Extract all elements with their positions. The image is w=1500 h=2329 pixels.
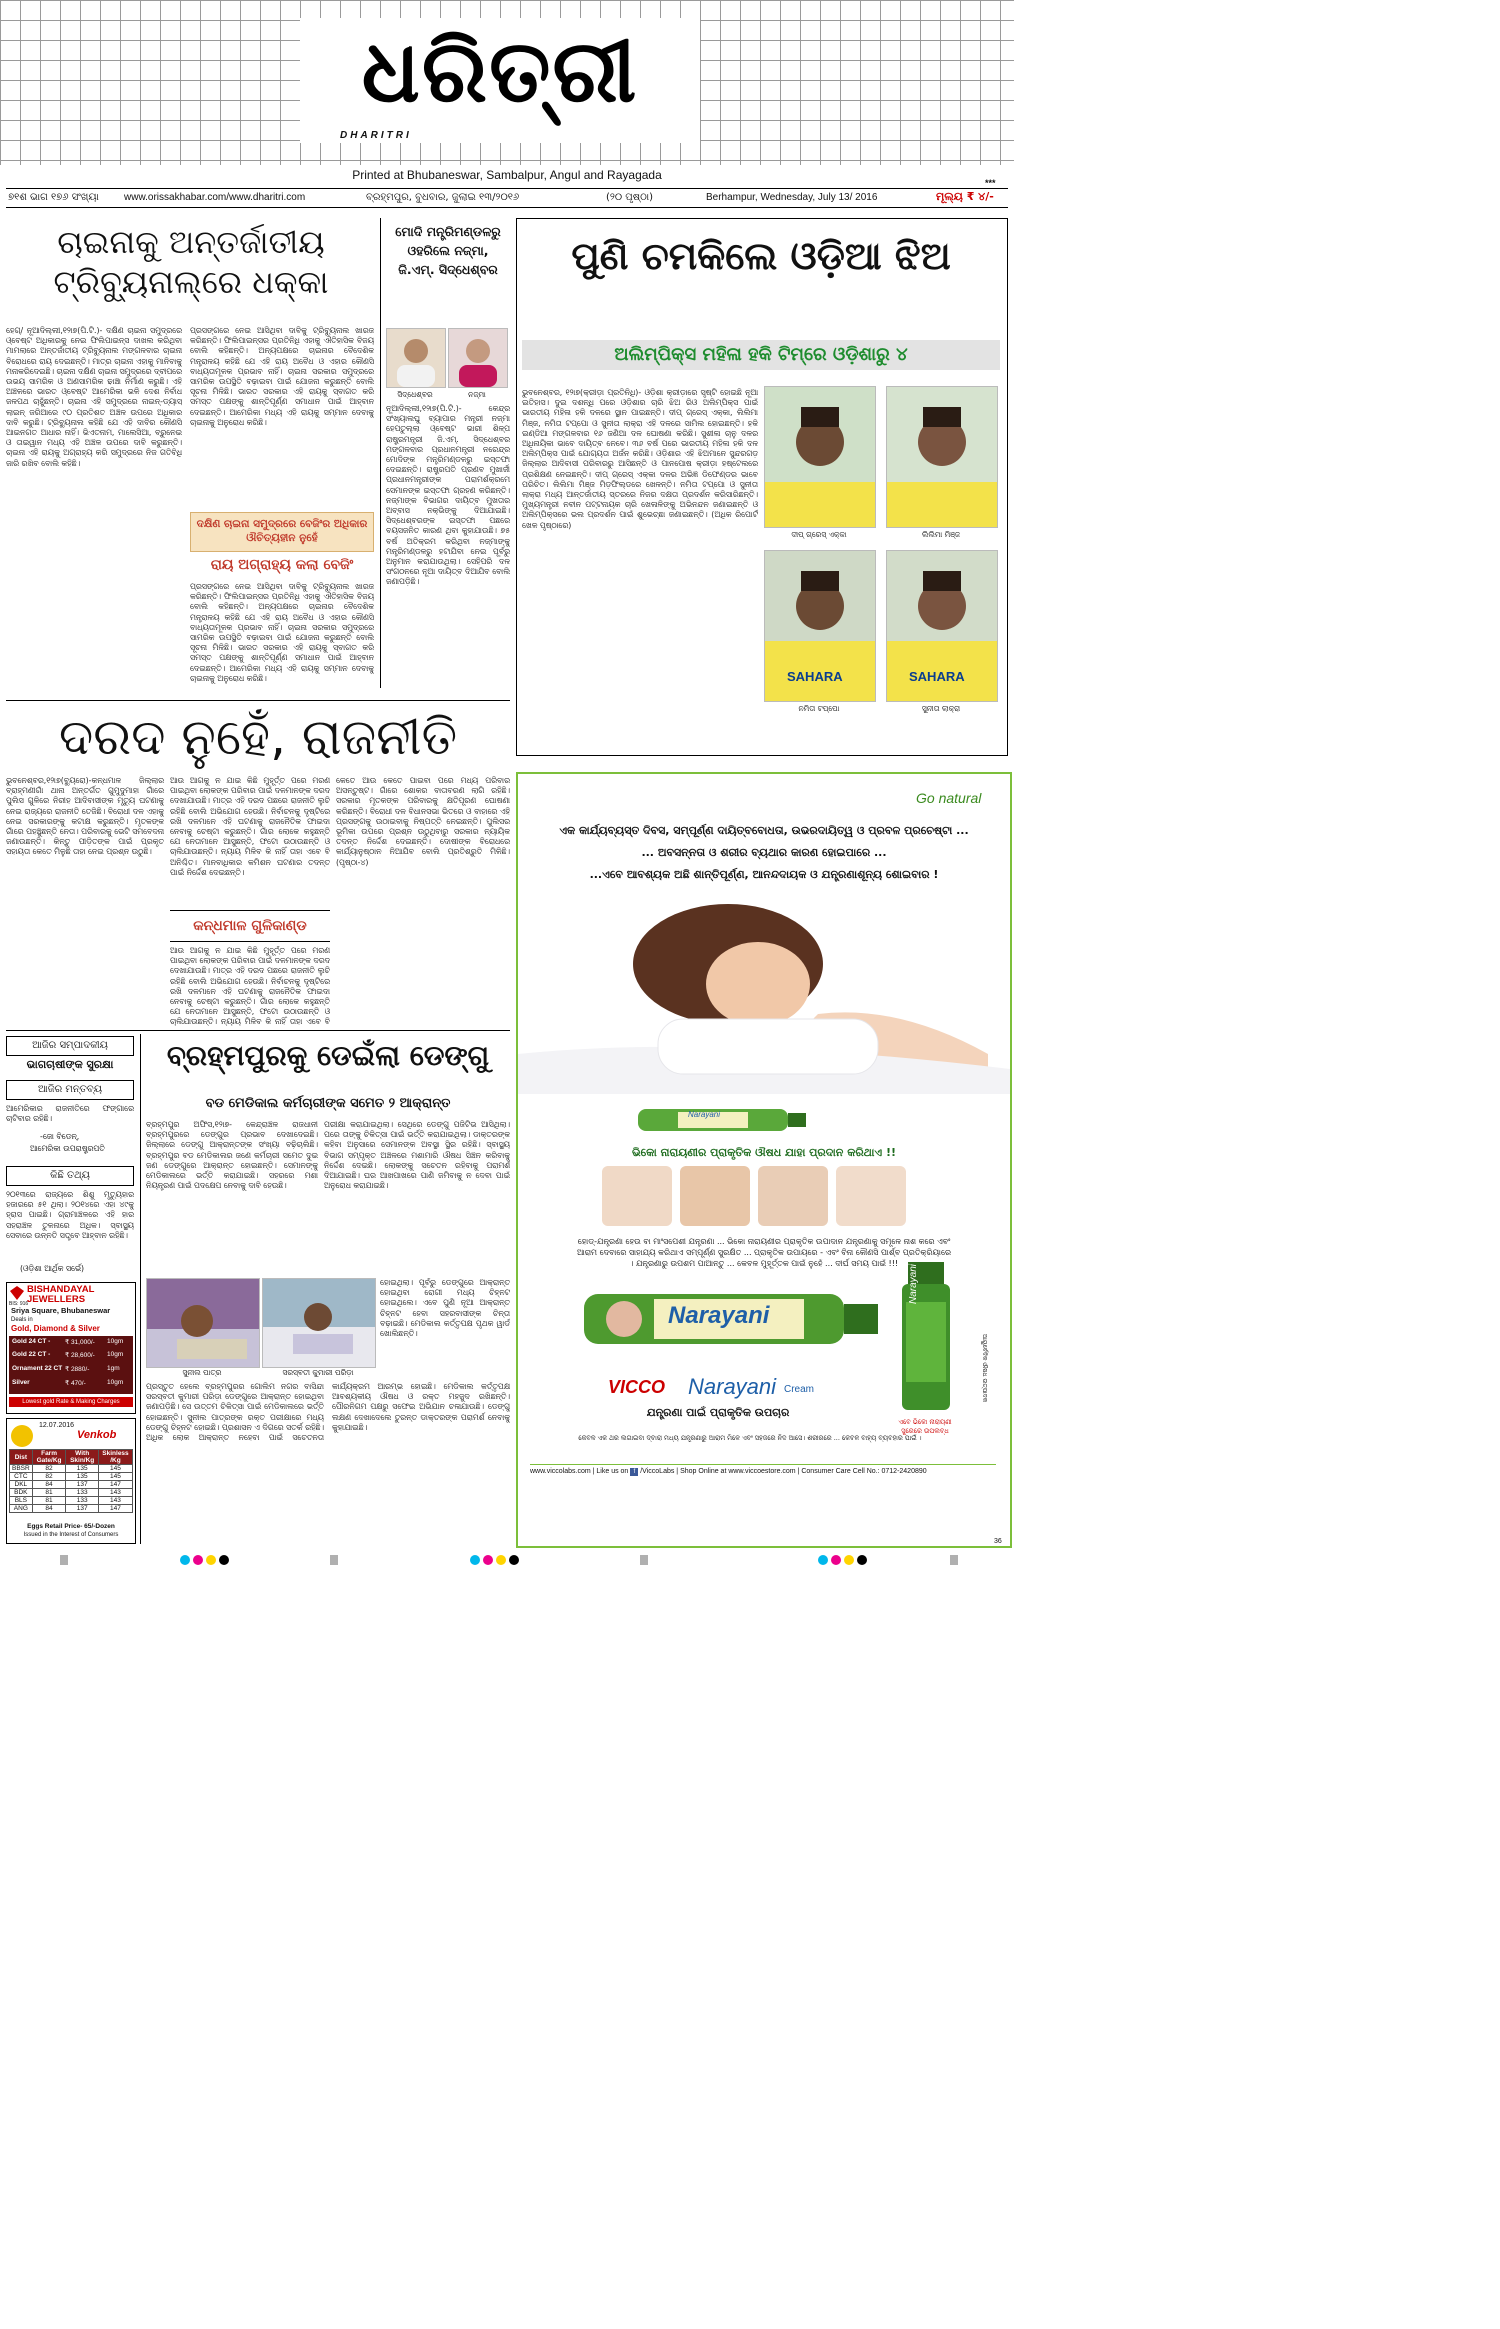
registration-dot (831, 1555, 841, 1565)
column-header: Farm Gate/Kg (32, 1450, 66, 1465)
registration-dot (219, 1555, 229, 1565)
table-header-row (10, 1450, 133, 1465)
photo-hockey-2 (886, 386, 998, 528)
cell: DKL (10, 1481, 33, 1489)
egg-date: 12.07.2016 (39, 1422, 75, 1429)
minister-headline-line1: ମୋଦି ମନ୍ତ୍ରିମଣ୍ଡଳରୁ (395, 224, 501, 239)
registration-dot (180, 1555, 190, 1565)
cell: BLS (10, 1497, 33, 1505)
tube-label-small: Narayani (688, 1110, 721, 1119)
footer-care: Consumer Care Cell No.: 0712-2420890 (801, 1468, 927, 1475)
cell: BBSR (10, 1465, 33, 1473)
registration-dot (818, 1555, 828, 1565)
registration-dot (483, 1555, 493, 1565)
brand-narayani: Narayani (688, 1374, 777, 1399)
cell: 133 (66, 1497, 99, 1505)
player-photo-icon (887, 387, 997, 527)
cell: 81 (32, 1497, 66, 1505)
rate-unit: 1gm (107, 1365, 120, 1372)
politics-body-col3: କେତେ ଆଉ କେତେ ପାଇବା ପରେ ମଧ୍ୟ ପରିବାର ଅସନ୍ତୁଷ୍ଟ। ଗାଁରେ ଶୋକର ବାତାବରଣ ଲାଗି ରହିଛି। ସରକାର ମୃତକଙ୍କ ପରିବାରକୁ କ୍ଷତିପୂରଣ ଘୋଷଣା କରିଛନ୍ତି। ବିରୋଧୀ ଦଳ ବିଧାନସଭା ଭିତରେ ଓ ବାହାରେ ଏହି ପ୍ରସଙ୍ଗକୁ ଉଠାଇବାକୁ ନିଷ୍ପତ୍ତି ନେଇଛନ୍ତି। ପୁଲିସର ଭୂମିକା ଉପରେ ପ୍ରଶ୍ନ ଉଠୁଥିବାରୁ ସରକାର ନ୍ୟାୟିକ ତଦନ୍ତ ନିର୍ଦ୍ଦେଶ ଦେଇଛନ୍ତି। ଦୋଷୀଙ୍କ ବିରୋଧରେ କାର୍ଯ୍ୟାନୁଷ୍ଠାନ ନିଆଯିବ ବୋଲି ପ୍ରତିଶ୍ରୁତି ମିଳିଛି। (ପୃଷ୍ଠା-୪) (336, 776, 510, 867)
politics-kicker: କନ୍ଧମାଳ ଗୁଳିକାଣ୍ଡ (170, 910, 330, 942)
china-subhead: ଦକ୍ଷିଣ ଚାଇନା ସମୁଦ୍ରରେ ବେଜିଂର ଅଧିକାର ଔଚିତ୍ୟହୀନ ନୁହେଁ (190, 512, 374, 552)
comment-label: ଆଜିର ମନ୍ତବ୍ୟ (6, 1080, 134, 1100)
ad-footer: www.viccolabs.com | Like us on f /ViccoLabs | Shop Online at www.viccoestore.com | Consumer Care Cell No.: 0712-2420890 (530, 1464, 996, 1482)
cell: BDK (10, 1489, 33, 1497)
egg-rate-table (9, 1449, 133, 1513)
english-date: Berhampur, Wednesday, July 13/ 2016 (706, 192, 878, 203)
rate-item: Ornament 22 CT (12, 1365, 63, 1372)
ad-side-text: ଆୟୁର୍ବେଦିକ ଔଷଧ ଉତ୍ପାଦକ (981, 1334, 988, 1403)
politics-headline: ଦରଦ ନୁହେଁ, ରାଜନୀତି (58, 708, 458, 766)
ad-description: ହୋଡ୍-ଯନ୍ତ୍ରଣା ହେଉ ବା ମାଂସପେଶୀ ଯନ୍ତ୍ରଣା ... ଭିକୋ ନାରାୟଣୀର ପ୍ରାକୃତିକ ଉପାଦାନ ଯନ୍ତ୍ରଣାକୁ ସମୂଳେ ନାଶ କରେ ଏବଂ ଆରାମ ଦେବାରେ ସାହାଯ୍ୟ କରିଥାଏ ସମ୍ପୂର୍ଣ୍ଣ ସୁରକ୍ଷିତ ... ପ୍ରାକୃତିକ ଉପାୟରେ - ଏବଂ ବିନା କୌଣସି ପାର୍ଶ୍ବ ପ୍ରତିକ୍ରିୟାରେ । ଯନ୍ତ୍ରଣାରୁ ଉପଶମ ପାଆନ୍ତୁ ... କେବଳ ମୁହୂର୍ତ୍ତକ ପାଇଁ ନୁହେଁ ... ଦୀର୍ଘ ସମୟ ପାଇଁ !!! (576, 1237, 952, 1268)
photo-siddeshwara (386, 328, 446, 388)
footer-shop[interactable]: Shop Online at www.viccoestore.com (680, 1468, 796, 1475)
thumb-leg (836, 1166, 906, 1226)
registration-dot (206, 1555, 216, 1565)
cell: 135 (66, 1465, 99, 1473)
diamond-logo-icon (9, 1285, 25, 1301)
table-row (10, 1505, 133, 1513)
table-row (10, 1473, 133, 1481)
patient-photo-icon (263, 1279, 375, 1367)
china-headline-line1: ଚାଇନାକୁ ଅନ୍ତର୍ଜାତୀୟ (57, 223, 325, 261)
rate-item: Gold 22 CT - (12, 1351, 51, 1358)
jewellers-name-2: JEWELLERS (27, 1294, 86, 1305)
jersey-sponsor-3: SAHARA (787, 669, 843, 684)
go-natural-logo: Go natural (916, 790, 982, 806)
cell: 84 (32, 1481, 66, 1489)
ad-line-2: ... ଅବସନ୍ନତା ଓ ଶରୀର ବ୍ୟଥାର କାରଣ ହୋଇପାରେ ... (641, 846, 887, 859)
jewellers-bis: BIS: 916 (9, 1301, 29, 1307)
spray-note: ଏବେ ଭିକୋ ନାରାୟଣୀ ସ୍ପ୍ରେରେ ଉପଲବ୍ଧ (898, 1418, 952, 1435)
cell: 137 (66, 1505, 99, 1513)
photo-hockey-1 (764, 386, 876, 528)
rate-price: ₹ 470/- (65, 1380, 86, 1387)
ad-tagline: ଯନ୍ତ୍ରଣା ପାଇଁ ପ୍ରାକୃତିକ ଉପଚାର (646, 1406, 790, 1419)
portrait-icon (387, 329, 445, 387)
page-count: (୨୦ ପୃଷ୍ଠା) (606, 192, 654, 203)
ad-line-3: ...ଏବେ ଆବଶ୍ୟକ ଅଛି ଶାନ୍ତିପୂର୍ଣ୍ଣ, ଆନନ୍ଦଦାୟକ ଓ ଯନ୍ତ୍ରଣାଶୂନ୍ୟ ଶୋଇବାର ! (589, 868, 939, 881)
comment-text: ଆମେରିକାର ରାଜନୀତିରେ ଫଙ୍ଗାରେ ଚାଟିବାର ରହିଛି। (6, 1104, 134, 1124)
registration-dot (857, 1555, 867, 1565)
caption-hockey-4: ସୁନୀତା ଲାକ୍ରା (921, 704, 961, 713)
column-header: Dist (10, 1450, 33, 1465)
registration-mark (640, 1555, 648, 1565)
cell: 137 (66, 1481, 99, 1489)
jewellers-rates (9, 1336, 133, 1394)
price: ମୂଲ୍ୟ ₹ ୪/- (936, 190, 994, 203)
hockey-body: ଭୁବନେଶ୍ବର, ୧୨ା୭(କ୍ରୀଡ଼ା ପ୍ରତିନିଧି)- ଓଡ଼ିଶା କ୍ରୀଡ଼ାରେ ସୃଷ୍ଟି ହୋଇଛି ନୂଆ ଇତିହାସ। ଦୁଇ ଦଶନ୍ଧି ପରେ ଓଡ଼ିଶାର ଚାରି ଝିଅ ରିଓ ଅଲିମ୍ପିକ୍ସ ପାଇଁ ଭାରତୀୟ ମହିଳା ହକି ଦଳରେ ସ୍ଥାନ ପାଇଛନ୍ତି। ଦୀପ୍ ଗ୍ରେସ୍ ଏକ୍କା, ଲିଲିମା ମିଞ୍ଜ, ନମିତା ଟପ୍ପୋ ଓ ସୁନୀତା ଲାକ୍ରା ଏହି ଦଳରେ ସାମିଲ ହୋଇଛନ୍ତି। ହକି ଇଣ୍ଡିଆ ମଙ୍ଗଳବାର ୧୬ ଜଣିଆ ଦଳ ଘୋଷଣା କରିଛି। ସୁଶୀଳା ଚାନୁ ଦଳର ଅଧିନାୟିକା ଭାବେ ଦାୟିତ୍ବ ନେବେ। ୩୬ ବର୍ଷ ପରେ ଭାରତୀୟ ମହିଳା ହକି ଦଳ ଅଲିମ୍ପିକ୍ସ ପାଇଁ ଯୋଗ୍ୟତା ଅର୍ଜନ କରିଛି। ଓଡ଼ିଶାର ଏହି ଝିଅମାନେ ସୁନ୍ଦରଗଡ଼ ଜିଲ୍ଲାର ଆଦିବାସୀ ପରିବାରରୁ ଆସିଛନ୍ତି ଓ ପାନପୋଷ କ୍ରୀଡ଼ା ହଷ୍ଟେଲରେ ପ୍ରଶିକ୍ଷଣ ନେଇଛନ୍ତି। ଦୀପ୍ ଗ୍ରେସ୍ ଏକ୍କା ଦଳର ଅଭିଜ୍ଞ ଡିଫେଣ୍ଡର ଭାବେ ପରିଚିତ। ଲିଲିମା ମିଞ୍ଜ ମିଡ଼ଫିଲ୍ଡରେ ଖେଳନ୍ତି। ନମିତା ଟପ୍ପୋ ଓ ସୁନୀତା ଲାକ୍ରା ମଧ୍ୟ ଆନ୍ତର୍ଜାତୀୟ ସ୍ତରରେ ନିଜର ଦକ୍ଷତା ପ୍ରଦର୍ଶନ କରିସାରିଛନ୍ତି। ମୁଖ୍ୟମନ୍ତ୍ରୀ ନବୀନ ପଟ୍ଟନାୟକ ଚାରି ଖେଳାଳିଙ୍କୁ ଅଭିନନ୍ଦନ ଜଣାଇଛନ୍ତି ଓ ଅଲିମ୍ପିକ୍ସରେ ଭଲ ପ୍ରଦର୍ଶନ ପାଇଁ ଶୁଭେଚ୍ଛା ଜଣାଇଛନ୍ତି। (ଅଧିକ ରିପୋର୍ଟ ଖେଳ ପୃଷ୍ଠାରେ) (522, 388, 758, 530)
fact-label: କିଛି ତଥ୍ୟ (6, 1166, 134, 1186)
registration-dot (844, 1555, 854, 1565)
rate-unit: 10gm (107, 1338, 124, 1345)
rate-unit: 10gm (107, 1351, 124, 1358)
cell: 147 (98, 1505, 132, 1513)
section-divider (6, 700, 510, 701)
minister-headline-line2: ଓହରିଲେ ନଜ୍‌ମା, (407, 243, 489, 258)
minister-headline-line3: ଜି.ଏମ୍. ସିଦ୍ଧେଶ୍ବର (398, 262, 498, 277)
registration-dot (193, 1555, 203, 1565)
rate-price: ₹ 28,600/- (65, 1352, 95, 1359)
narayani-spray-can (896, 1262, 956, 1412)
table-row (10, 1481, 133, 1489)
thumb-back (758, 1166, 828, 1226)
cell: 84 (32, 1505, 66, 1513)
dengue-headline: ବ୍ରହ୍ମପୁରକୁ ଡେଇଁଲା ଡେଙ୍ଗୁ (166, 1039, 490, 1072)
egg-logo-icon (11, 1425, 33, 1447)
registration-dot (509, 1555, 519, 1565)
cell: 147 (98, 1481, 132, 1489)
jersey-sponsor-4: SAHARA (909, 669, 965, 684)
edition-stars: *** (985, 178, 996, 188)
photo-najma (448, 328, 508, 388)
ad-banner: ଭିକୋ ନାରାୟଣୀର ପ୍ରାକୃତିକ ଔଷଧ ଯାହା ପ୍ରଦାନ କରିଥାଏ !! (631, 1146, 897, 1159)
caption-hockey-1: ଦୀପ୍ ଗ୍ରେସ୍ ଏକ୍କା (791, 530, 847, 539)
thumb-neck (680, 1166, 750, 1226)
portrait-icon (449, 329, 507, 387)
printed-at: Printed at Bhubaneswar, Sambalpur, Angul and Rayagada (352, 168, 662, 182)
rate-price: ₹ 2880/- (65, 1366, 90, 1373)
narayani-tube-small (638, 1099, 808, 1139)
registration-mark (330, 1555, 338, 1565)
odia-date: ବ୍ରହ୍ମପୁର, ବୁଧବାର, ଜୁଲାଇ ୧୩/୨୦୧୬ (366, 192, 520, 203)
date-bar (6, 188, 1008, 208)
table-row (10, 1489, 133, 1497)
dengue-body-col2: ପରୀକ୍ଷା କରାଯାଇଥିଲା। ସେଥିରେ ଡେଙ୍ଗୁ ପଜିଟିଭ ଆସିଥିଲା। ପରେ ତାଙ୍କୁ ଚିକିତ୍ସା ପାଇଁ ଭର୍ତ୍ତି କରାଯାଇଥିଲା। ଡାକ୍ତରଙ୍କ କହିବା ଅନୁସାରେ ସେମାନଙ୍କ ଅବସ୍ଥା ସ୍ଥିର ରହିଛି। ସ୍ବାସ୍ଥ୍ୟ ବିଭାଗ ସମ୍ପୃକ୍ତ ଅଞ୍ଚଳରେ ମଶାମାରି ଔଷଧ ସିଞ୍ଚନ କରିବାକୁ ନିର୍ଦ୍ଦେଶ ଦେଇଛି। ଲୋକଙ୍କୁ ସଚେତନ ରହିବାକୁ ପରାମର୍ଶ ଦିଆଯାଇଛି। ଘର ଆଖପାଖରେ ପାଣି ଜମିବାକୁ ନ ଦେବା ପାଇଁ ଅନୁରୋଧ କରାଯାଇଛି। (324, 1120, 510, 1191)
photo-hockey-4 (886, 550, 998, 702)
volume-number: ୭୧ଶ ଭାଗ ୧୭୬ ସଂଖ୍ୟା (8, 192, 99, 203)
rate-unit: 10gm (107, 1379, 124, 1386)
registration-dot (470, 1555, 480, 1565)
column-header: Skinless /Kg (98, 1450, 132, 1465)
photo-hockey-3 (764, 550, 876, 702)
footer-fb-handle[interactable]: /ViccoLabs (640, 1468, 675, 1475)
cell: 135 (66, 1473, 99, 1481)
egg-retail: Eggs Retail Price- 65/-Dozen (27, 1523, 115, 1530)
hockey-subhead: ଅଲିମ୍ପିକ୍ସ ମହିଳା ହକି ଟିମ୍‌ରେ ଓଡ଼ିଶାରୁ ୪ (522, 340, 1000, 370)
cell: 81 (32, 1489, 66, 1497)
cell: 145 (98, 1465, 132, 1473)
masthead-title-en: DHARITRI (340, 130, 412, 141)
jewellers-address: Sriya Square, Bhubaneswar (11, 1306, 111, 1315)
egg-rates-ad (6, 1418, 136, 1544)
spray-label: Narayani (908, 1263, 919, 1304)
politics-body-col2: ଆଉ ଆଗକୁ ନ ଯାଇ କିଛି ମୁହୂର୍ତ୍ତ ପରେ ମରଣ ପାଇଥିବା ଲୋକଙ୍କ ପରିବାର ପାଇଁ ଦଳମାନଙ୍କ ଦରଦ ଦେଖାଯାଉଛି। ମାତ୍ର ଏହି ଦରଦ ପଛରେ ରାଜନୀତି ଲୁଚି ରହିଛି ବୋଲି ଅଭିଯୋଗ ହେଉଛି। ନିର୍ବାଚନକୁ ଦୃଷ୍ଟିରେ ରଖି ଦଳମାନେ ଏହି ଘଟଣାକୁ ରାଜନୈତିକ ଫାଇଦା ନେବାକୁ ଚେଷ୍ଟା କରୁଛନ୍ତି। ଗାଁର ଲୋକେ କହୁଛନ୍ତି ଯେ ନେତାମାନେ ଆସୁଛନ୍ତି, ଫଟୋ ଉଠାଉଛନ୍ତି ଓ ଚାଲିଯାଉଛନ୍ତି। ନ୍ୟାୟ ମିଳିବ କି ନାହିଁ ତାହା ଏବେ ବି ଅନିଶ୍ଚିତ। ମାନବାଧିକାର କମିଶନ ଘଟଣାର ତଦନ୍ତ ପାଇଁ ନିର୍ଦ୍ଦେଶ ଦେଇଛନ୍ତି। (170, 776, 330, 877)
photo-saraswati (262, 1278, 376, 1368)
vicco-ad[interactable] (516, 772, 1012, 1548)
dengue-body-col3: ହୋଇଥିଲା। ପୂର୍ବରୁ ଡେଙ୍ଗୁରେ ଆକ୍ରାନ୍ତ ହୋଇଥିବା ରୋଗୀ ମଧ୍ୟ ଚିହ୍ନଟ ହୋଇଥିଲେ। ଏବେ ପୁଣି ନୂଆ ଆକ୍ରାନ୍ତ ଚିହ୍ନଟ ହେବା ସହରବାସୀଙ୍କ ଚିନ୍ତା ବଢ଼ାଇଛି। ମେଡିକାଲ କର୍ତ୍ତୃପକ୍ଷ ପୃଥକ ୱାର୍ଡ ଖୋଲିଛନ୍ତି। (380, 1278, 510, 1339)
minister-headline (386, 222, 510, 279)
cell: CTC (10, 1473, 33, 1481)
cell: 133 (66, 1489, 99, 1497)
jewellers-products: Gold, Diamond & Silver (11, 1324, 100, 1333)
editorial-subject: ଭାଗଚାଷୀଙ୍କ ସୁରକ୍ଷା (26, 1058, 114, 1071)
china-headline (6, 222, 376, 302)
column-divider (380, 218, 381, 688)
caption-sunil: ସୁନୀଲ ପାତ୍ର (182, 1368, 222, 1377)
jewellers-name-1: BISHANDAYAL (27, 1284, 95, 1295)
comment-role: ଆମେରିକା ଉପରାଷ୍ଟ୍ରପତି (30, 1144, 105, 1153)
brand-vicco: VICCO (608, 1377, 666, 1397)
china-headline-line2: ଟ୍ରିବ୍ୟୁନାଲ୍‌ରେ ଧକ୍କା (53, 263, 329, 301)
masthead-title: ଧରିତ୍ରୀ (361, 22, 639, 122)
politics-body-col2b: ଆଉ ଆଗକୁ ନ ଯାଇ କିଛି ମୁହୂର୍ତ୍ତ ପରେ ମରଣ ପାଇଥିବା ଲୋକଙ୍କ ପରିବାର ପାଇଁ ଦଳମାନଙ୍କ ଦରଦ ଦେଖାଯାଉଛି। ମାତ୍ର ଏହି ଦରଦ ପଛରେ ରାଜନୀତି ଲୁଚି ରହିଛି ବୋଲି ଅଭିଯୋଗ ହେଉଛି। ନିର୍ବାଚନକୁ ଦୃଷ୍ଟିରେ ରଖି ଦଳମାନେ ଏହି ଘଟଣାକୁ ରାଜନୈତିକ ଫାଇଦା ନେବାକୁ ଚେଷ୍ଟା କରୁଛନ୍ତି। ଗାଁର ଲୋକେ କହୁଛନ୍ତି ଯେ ନେତାମାନେ ଆସୁଛନ୍ତି, ଫଟୋ ଉଠାଉଛନ୍ତି ଓ ଚାଲିଯାଉଛନ୍ତି। ନ୍ୟାୟ ମିଳିବ କି ନାହିଁ ତାହା ଏବେ ବି (170, 946, 330, 1026)
comment-author: -ଜୋ ବିଡେନ୍, (40, 1132, 80, 1141)
cell: 82 (32, 1465, 66, 1473)
page-number: 36 (994, 1538, 1002, 1545)
jewellers-ad (6, 1282, 136, 1414)
column-divider (140, 1034, 141, 1544)
cell: 143 (98, 1497, 132, 1505)
player-photo-icon (765, 387, 875, 527)
column-header: With Skin/Kg (66, 1450, 99, 1465)
jewellers-footer: Lowest gold Rate & Making Charges (9, 1397, 133, 1407)
footer-site[interactable]: www.viccolabs.com (530, 1468, 591, 1475)
editorial-label: ଆଜିର ସମ୍ପାଦକୀୟ (6, 1036, 134, 1056)
thumb-headache (602, 1166, 672, 1226)
caption-najma: ନଜ୍‌ମା (468, 390, 486, 399)
egg-note: Issued in the Interest of Consumers (23, 1532, 119, 1538)
ad-line-1: ଏକ କାର୍ଯ୍ୟବ୍ୟସ୍ତ ଦିବସ, ସମ୍ପୂର୍ଣ୍ଣ ଦାୟିତ୍ବବୋଧତା, ଉଭରଦାୟିତ୍ୱ ଓ ପ୍ରବଳ ପ୍ରଚେଷ୍ଟା ... (559, 824, 969, 837)
cell: 143 (98, 1489, 132, 1497)
china-body-col2: ପ୍ରସଙ୍ଗରେ ନେଇ ଆସିଥିବା ଦାବିକୁ ଟ୍ରିବ୍ୟୁନାଲ ଖାରଜ କରିଛନ୍ତି। ଫିଲିପାଇନ୍‌ସର ପ୍ରତିନିଧି ଏହାକୁ ଐତିହାସିକ ବିଜୟ ବୋଲି କହିଛନ୍ତି। ଅନ୍ୟପକ୍ଷରେ ଚାଇନାର ବୈଦେଶିକ ମନ୍ତ୍ରାଳୟ କହିଛି ଯେ ଏହି ରାୟ ଅବୈଧ ଓ ଏହାର କୌଣସି ବାଧ୍ୟତାମୂଳକ ପ୍ରଭାବ ନାହିଁ। ଚାଇନା ସରକାର ସମୁଦ୍ରରେ ସାମରିକ ଉପସ୍ଥିତି ବଢ଼ାଇବା ପାଇଁ ଯୋଜନା କରୁଛନ୍ତି ବୋଲି ସୂଚନା ମିଳିଛି। ଭାରତ ସରକାର ଏହି ରାୟକୁ ସ୍ବାଗତ କରି ସମସ୍ତ ପକ୍ଷଙ୍କୁ ଶାନ୍ତିପୂର୍ଣ୍ଣ ସମାଧାନ ପାଇଁ ଆହ୍ବାନ ଦେଇଛନ୍ତି। ଆମେରିକା ମଧ୍ୟ ଏହି ରାୟକୁ ସମ୍ମାନ ଦେବାକୁ ଚାଇନାକୁ ଅନୁରୋଧ କରିଛି। (190, 326, 374, 427)
caption-hockey-2: ଲିଲିମା ମିଞ୍ଜ (921, 530, 961, 539)
facebook-icon: f (630, 1468, 638, 1476)
sleeping-woman-image (518, 894, 1010, 1094)
rate-price: ₹ 31,000/- (65, 1339, 95, 1346)
tube-label-large: Narayani (668, 1302, 770, 1329)
egg-brand: Venkob (77, 1429, 117, 1441)
website-links[interactable]: www.orissakhabar.com/www.dharitri.com (124, 192, 306, 203)
dengue-body-col1: ବ୍ରହ୍ମପୁର ଅଫିସ,୧୨ା୭- କେନ୍ଦ୍ରାଞ୍ଚଳ ରାଜଧାନୀ ବ୍ରହ୍ମପୁରରେ ଡେଙ୍ଗୁର ପ୍ରଭାବ ଦେଖାଦେଇଛି। ଜିଲ୍ଲାରେ ଡେଙ୍ଗୁ ଆକ୍ରାନ୍ତଙ୍କ ସଂଖ୍ୟା ବଢ଼ିଚାଲିଛି। ବ୍ରହ୍ମପୁର ବଡ ମେଡିକାଲର ଜଣେ କର୍ମଚାରୀ ସମେତ ଦୁଇ ଜଣ ଡେଙ୍ଗୁରେ ଆକ୍ରାନ୍ତ ହୋଇଛନ୍ତି। ସେମାନଙ୍କୁ ମେଡିକାଲରେ ଭର୍ତ୍ତି କରାଯାଇଛି। ସହରରେ ମଶା ନିୟନ୍ତ୍ରଣ ପାଇଁ ପଦକ୍ଷେପ ନେବାକୁ ଦାବି ହେଉଛି। (146, 1120, 318, 1191)
politics-body-col1: ଭୁବନେଶ୍ବର,୧୨ା୭(ବ୍ୟୁରୋ)-କନ୍ଧମାଳ ଜିଲ୍ଲାର ବ୍ରାହ୍ମଣୀଗାଁ ଥାନା ଅନ୍ତର୍ଗତ ଗୁମୁଦୁମାହା ଗାଁରେ ପୁଲିସ ଗୁଳିରେ ନିରୀହ ଆଦିବାସୀଙ୍କ ମୃତ୍ୟୁ ଘଟଣାକୁ ନେଇ ରାଜ୍ୟରେ ରାଜନୀତି ତେଜିଛି। ବିରୋଧୀ ଦଳ ଏହାକୁ ନେଇ ସରକାରଙ୍କୁ କଟାକ୍ଷ କରୁଛନ୍ତି। ମୃତକଙ୍କ ଗାଁରେ ପହଞ୍ଚୁଛନ୍ତି ନେତା। ପରିବାରକୁ ଭେଟି ସମବେଦନା ଜଣାଉଛନ୍ତି। କିନ୍ତୁ ପୀଡ଼ିତଙ୍କ ପାଇଁ ପ୍ରକୃତ ସହାୟତା କେତେ ମିଳୁଛି ତାହା ନେଇ ପ୍ରଶ୍ନ ଉଠୁଛି। (6, 776, 164, 857)
fact-source: (ଓଡ଼ିଶା ଆର୍ଥିକ ସର୍ଭେ) (20, 1264, 85, 1273)
rate-item: Silver (12, 1379, 30, 1386)
patient-photo-icon (147, 1279, 259, 1367)
china-body-col1: ହେଗ୍‌/ ନୂଆଦିଲ୍ଲୀ,୧୨ା୭(ପି.ଟି.)- ଦକ୍ଷିଣ ଚାଇନା ସମୁଦ୍ରରେ ଓ୍ବେଷ୍ଟ ଅଧିକାରକୁ ନେଇ ଫିଲିପାଇନ୍‌ସ ଦାଖଲ କରିଥିବା ମାମଲାରେ ଅନ୍ତର୍ଜାତୀୟ ଟ୍ରିବ୍ୟୁନାଲ ମଙ୍ଗଳବାର ଚାଇନା ବିରୋଧରେ ରାୟ ଦେଇଛନ୍ତି। ମାତ୍ର ଚାଇନା ଏହାକୁ ମାନିବାକୁ ମନାକରିଦେଇଛି। ଚାଇନା ଦକ୍ଷିଣ ଚାଇନା ସମୁଦ୍ରରେ ଦ୍ବୀପରେ ଉଭୟ ସାମରିକ ଓ ଅଣସାମରିକ ଢାଞ୍ଚା ନିର୍ମାଣ କରୁଛି। ଏହି ଅଞ୍ଚଳରେ ଭାରତ ଓ୍ବେଷ୍ଟ ଆମେରିକା ଭଳି ଦେଶ ନିର୍ବାଧ ଜଳପଥ ଚାହୁଁଛନ୍ତି। ଚାଇନା ଏହି ସମୁଦ୍ରରେ ନାଇନ୍-ଡ୍ୟାସ୍ ଲାଇନ୍ ଜରିଆରେ ୯୦ ପ୍ରତିଶତ ଅଞ୍ଚଳ ଉପରେ ଅଧିକାର ଦାବି କରୁଛି। ଟ୍ରିବ୍ୟୁନାଲ କହିଛି ଯେ ଏହି ଦାବିର କୌଣସି ଆଇନଗତ ଆଧାର ନାହିଁ। ଭିଏତନାମ, ମାଲେସିଆ, ବ୍ରୁନେଇ ଓ ତାଇୱାନ ମଧ୍ୟ ଏହି ଅଞ୍ଚଳ ଉପରେ ଦାବି କରୁଛନ୍ତି। ଚାଇନା ଏହି ରାୟକୁ ଅଗ୍ରାହ୍ୟ କରି ସମୁଦ୍ରରେ ନିଜ ଗତିବିଧି ଜାରି ରଖିବ ବୋଲି କହିଛି। (6, 326, 182, 468)
brand-cream: Cream (784, 1384, 815, 1395)
caption-siddeshwara: ସିଦ୍ଧେଶ୍ବର (397, 390, 433, 399)
rate-item: Gold 24 CT - (12, 1338, 51, 1345)
cell: 145 (98, 1473, 132, 1481)
china-body-col2b: ପ୍ରସଙ୍ଗରେ ନେଇ ଆସିଥିବା ଦାବିକୁ ଟ୍ରିବ୍ୟୁନାଲ ଖାରଜ କରିଛନ୍ତି। ଫିଲିପାଇନ୍‌ସର ପ୍ରତିନିଧି ଏହାକୁ ଐତିହାସିକ ବିଜୟ ବୋଲି କହିଛନ୍ତି। ଅନ୍ୟପକ୍ଷରେ ଚାଇନାର ବୈଦେଶିକ ମନ୍ତ୍ରାଳୟ କହିଛି ଯେ ଏହି ରାୟ ଅବୈଧ ଓ ଏହାର କୌଣସି ବାଧ୍ୟତାମୂଳକ ପ୍ରଭାବ ନାହିଁ। ଚାଇନା ସରକାର ସମୁଦ୍ରରେ ସାମରିକ ଉପସ୍ଥିତି ବଢ଼ାଇବା ପାଇଁ ଯୋଜନା କରୁଛନ୍ତି ବୋଲି ସୂଚନା ମିଳିଛି। ଭାରତ ସରକାର ଏହି ରାୟକୁ ସ୍ବାଗତ କରି ସମସ୍ତ ପକ୍ଷଙ୍କୁ ଶାନ୍ତିପୂର୍ଣ୍ଣ ସମାଧାନ ପାଇଁ ଆହ୍ବାନ ଦେଇଛନ୍ତି। ଆମେରିକା ମଧ୍ୟ ଏହି ରାୟକୁ ସମ୍ମାନ ଦେବାକୁ ଚାଇନାକୁ ଅନୁରୋଧ କରିଛି। (190, 582, 374, 683)
jewellers-deals: Deals in (11, 1317, 33, 1323)
section-divider (6, 1030, 510, 1031)
china-kicker: ରାୟ ଅଗ୍ରାହ୍ୟ କଲା ବେଜିଂ (210, 557, 354, 573)
ad-small-print: କେବଳ ଏକ ଥର ଲଗାଇବା ଦ୍ବାରା ମଧ୍ୟ ଯନ୍ତ୍ରଣାରୁ ଆରାମ ମିଳେ ଏବଂ ସହଜରେ ନିଦ ଆସେ। ଶରୀରରେ ... କେବଳ ବାହ୍ୟ ବ୍ୟବହାର ପାଇଁ । (578, 1434, 922, 1442)
registration-mark (950, 1555, 958, 1565)
fact-text: ୨୦୧୩ରେ ରାଜ୍ୟରେ ଶିଶୁ ମୃତ୍ୟୁହାର ହଜାରରେ ୫୧ ଥିଲା। ୨୦୧୪ରେ ଏହା ୪୯କୁ ହ୍ରାସ ପାଇଛି। ଗ୍ରାମାଞ୍ଚଳରେ ଏହି ହାର ସହରାଞ୍ଚଳ ତୁଳନାରେ ଅଧିକ। ସ୍ବାସ୍ଥ୍ୟ ସେବାରେ ଉନ୍ନତି ସତ୍ତ୍ବେ ଆହ୍ବାନ ରହିଛି। (6, 1190, 134, 1240)
table-row (10, 1465, 133, 1473)
caption-saraswati: ସରସ୍ବତୀ କୁମାରୀ ପରିଡ଼ା (282, 1368, 354, 1377)
registration-mark (60, 1555, 68, 1565)
dengue-subhead: ବଡ ମେଡିକାଲ କର୍ମଚାରୀଙ୍କ ସମେତ ୨ ଆକ୍ରାନ୍ତ (205, 1096, 451, 1111)
cell: ANG (10, 1505, 33, 1513)
minister-body: ନୂଆଦିଲ୍ଲୀ,୧୨ା୭(ପି.ଟି.)- କେନ୍ଦ୍ର ସଂଖ୍ୟାଲଘୁ ବ୍ୟାପାର ମନ୍ତ୍ରୀ ନଜ୍‌ମା ହେପତୁଲ୍ଲା ଓ୍ବେଷ୍ଟ ଭାରୀ ଶିଳ୍ପ ରାଷ୍ଟ୍ରମନ୍ତ୍ରୀ ଜି.ଏମ୍. ସିଦ୍ଧେଶ୍ବର ମଙ୍ଗଳବାର ପ୍ରଧାନମନ୍ତ୍ରୀ ନରେନ୍ଦ୍ର ମୋଦିଙ୍କ ମନ୍ତ୍ରିମଣ୍ଡଳରୁ ଇସ୍ତଫା ଦେଇଛନ୍ତି। ରାଷ୍ଟ୍ରପତି ପ୍ରଣବ ମୁଖାର୍ଜୀ ପ୍ରଧାନମନ୍ତ୍ରୀଙ୍କ ପରାମର୍ଶକ୍ରମେ ସେମାନଙ୍କ ଇସ୍ତଫା ଗ୍ରହଣ କରିଛନ୍ତି। ନଜ୍‌ମାଙ୍କ ବିଭାଗର ଦାୟିତ୍ବ ମୁଖତାର ଅବ୍ବାସ ନକ୍‌ଭିଙ୍କୁ ଦିଆଯାଇଛି। ସିଦ୍ଧେଶ୍ବରଙ୍କ ଇସ୍ତଫା ପଛରେ ବୟସଜନିତ କାରଣ ଥିବା କୁହାଯାଉଛି। ୭୫ ବର୍ଷ ଅତିକ୍ରମ କରିଥିବା ନଜ୍‌ମାଙ୍କୁ ମନ୍ତ୍ରିମଣ୍ଡଳରୁ ହଟାଯିବା ନେଇ ପୂର୍ବରୁ ଅନୁମାନ କରାଯାଉଥିଲା। ସେହିପରି ଦଳ ସଂଗଠନରେ ନୂଆ ଦାୟିତ୍ବ ଦିଆଯିବ ବୋଲି ଜଣାପଡ଼ିଛି। (386, 404, 510, 587)
photo-sunil (146, 1278, 260, 1368)
masthead (300, 18, 700, 143)
table-row (10, 1497, 133, 1505)
registration-dot (496, 1555, 506, 1565)
cell: 82 (32, 1473, 66, 1481)
dengue-body-bottom: ପ୍ରସ୍ତୁତ ହେଲେ ବ୍ରହ୍ମପୁରର ଗୋଲିମ ନଗର ବାସିନ୍ଦା ସରସ୍ବତୀ କୁମାରୀ ପରିଡ଼ା ଡେଙ୍ଗୁରେ ଆକ୍ରାନ୍ତ ହୋଇଥିବା ଜଣାପଡ଼ିଛି। ସେ ଉତ୍ତମ ଚିକିତ୍ସା ପାଇଁ ମେଡିକାଲରେ ଭର୍ତ୍ତି ହୋଇଛନ୍ତି। ସୁନୀଲ ପାତ୍ରଙ୍କ ରକ୍ତ ପରୀକ୍ଷାରେ ମଧ୍ୟ ଡେଙ୍ଗୁ ଚିହ୍ନଟ ହୋଇଛି। ପ୍ରଶାସନ ଏ ଦିଗରେ ସତର୍କ ରହିଛି। ଅଧିକ ଲୋକ ଆକ୍ରାନ୍ତ ନହେବା ପାଇଁ ସଚେତନତା କାର୍ଯ୍ୟକ୍ରମ ଆରମ୍ଭ ହୋଇଛି। ମେଡିକାଲ କର୍ତ୍ତୃପକ୍ଷ ଆବଶ୍ୟକୀୟ ଔଷଧ ଓ ରକ୍ତ ମହଜୁଦ ରଖିଛନ୍ତି। ପୌରନିଗମ ପକ୍ଷରୁ ସଫେଇ ଅଭିଯାନ ଚଳାଯାଉଛି। ଡେଙ୍ଗୁ ଲକ୍ଷଣ ଦେଖାଦେଲେ ତୁରନ୍ତ ଡାକ୍ତରଙ୍କ ପରାମର୍ଶ ନେବାକୁ କୁହାଯାଇଛି। (146, 1382, 510, 1443)
hockey-headline: ପୁଣି ଚମକିଲେ ଓଡ଼ିଆ ଝିଅ (571, 234, 951, 278)
caption-hockey-3: ନମିତା ଟପ୍ପୋ (798, 704, 840, 713)
footer-fb: Like us on (596, 1468, 629, 1475)
